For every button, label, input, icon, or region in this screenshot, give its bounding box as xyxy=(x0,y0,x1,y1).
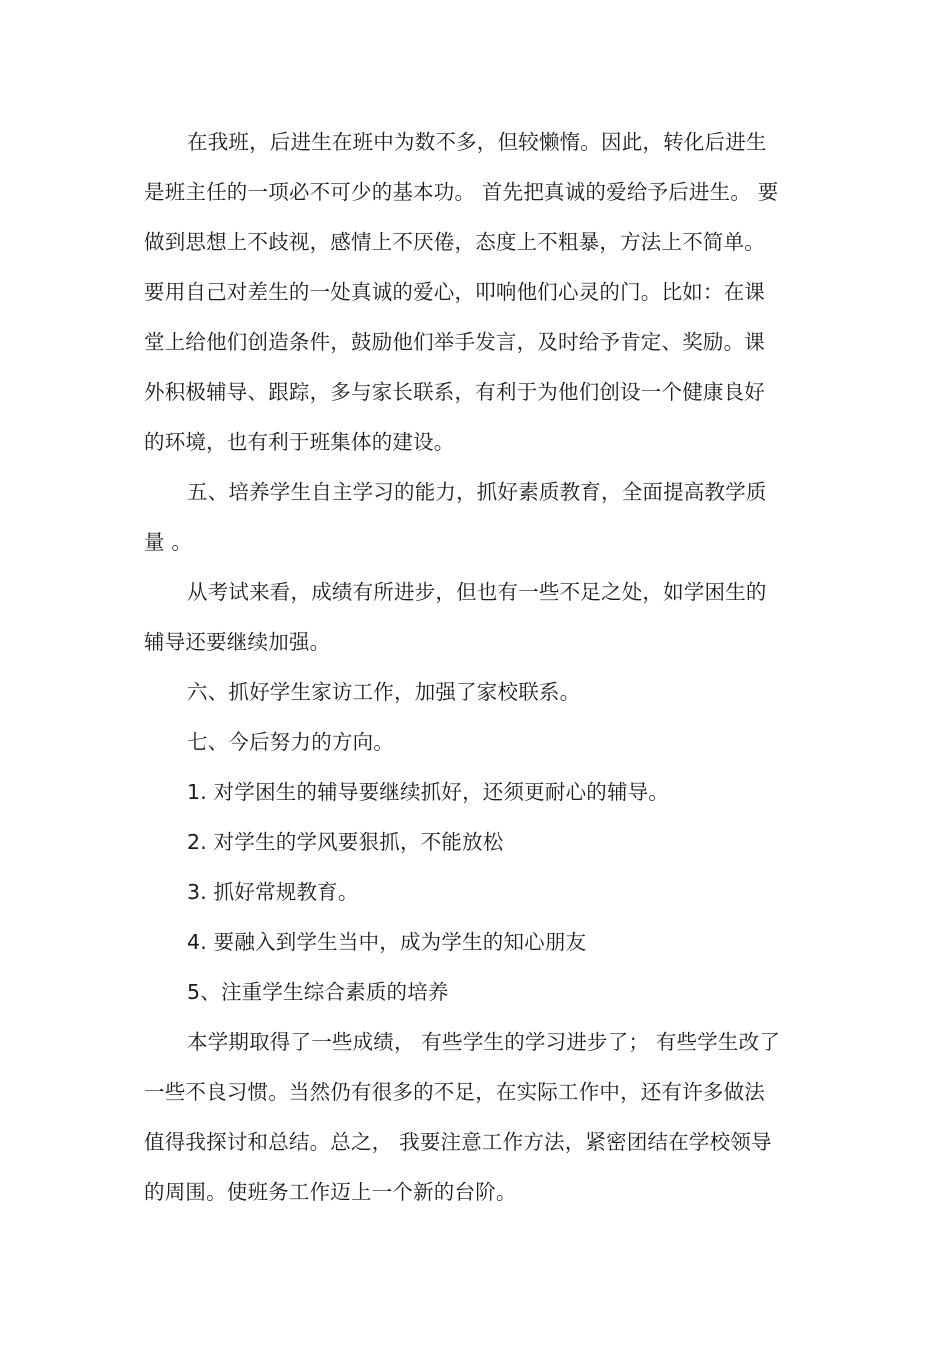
text-line: 做到思想上不歧视，感情上不厌倦，态度上不粗暴，方法上不简单。 xyxy=(144,230,765,254)
list-item: 1. 对学困生的辅导要继续抓好，还须更耐心的辅导。 xyxy=(187,780,670,804)
text-line: 是班主任的一项必不可少的基本功。 首先把真诚的爱给予后进生。 要 xyxy=(144,180,779,204)
text-line: 的周围。使班务工作迈上一个新的台阶。 xyxy=(144,1180,517,1204)
section-heading: 七、今后努力的方向。 xyxy=(187,730,394,754)
list-item: 3. 抓好常规教育。 xyxy=(187,880,359,904)
list-item: 5、注重学生综合素质的培养 xyxy=(187,980,449,1004)
section-heading: 六、抓好学生家访工作，加强了家校联系。 xyxy=(187,680,581,704)
section-heading: 五、培养学生自主学习的能力，抓好素质教育，全面提高教学质 xyxy=(187,480,767,504)
text-line: 的环境，也有利于班集体的建设。 xyxy=(144,430,455,454)
section-heading-continuation: 量 。 xyxy=(144,530,193,554)
text-line: 辅导还要继续加强。 xyxy=(144,630,331,654)
text-line: 从考试来看，成绩有所进步，但也有一些不足之处，如学困生的 xyxy=(187,580,767,604)
text-line: 堂上给他们创造条件，鼓励他们举手发言，及时给予肯定、奖励。课 xyxy=(144,330,765,354)
text-line: 要用自己对差生的一处真诚的爱心，叩响他们心灵的门。比如：在课 xyxy=(144,280,765,304)
list-item: 4. 要融入到学生当中，成为学生的知心朋友 xyxy=(187,930,587,954)
text-line: 本学期取得了一些成绩， 有些学生的学习进步了； 有些学生改了 xyxy=(187,1030,781,1054)
text-line: 外积极辅导、跟踪，多与家长联系，有利于为他们创设一个健康良好 xyxy=(144,380,765,404)
text-line: 一些不良习惯。当然仍有很多的不足，在实际工作中，还有许多做法 xyxy=(144,1080,765,1104)
text-line: 在我班，后进生在班中为数不多，但较懒惰。因此，转化后进生 xyxy=(187,130,767,154)
text-line: 值得我探讨和总结。总之， 我要注意工作方法，紧密团结在学校领导 xyxy=(144,1130,772,1154)
list-item: 2. 对学生的学风要狠抓，不能放松 xyxy=(187,830,504,854)
